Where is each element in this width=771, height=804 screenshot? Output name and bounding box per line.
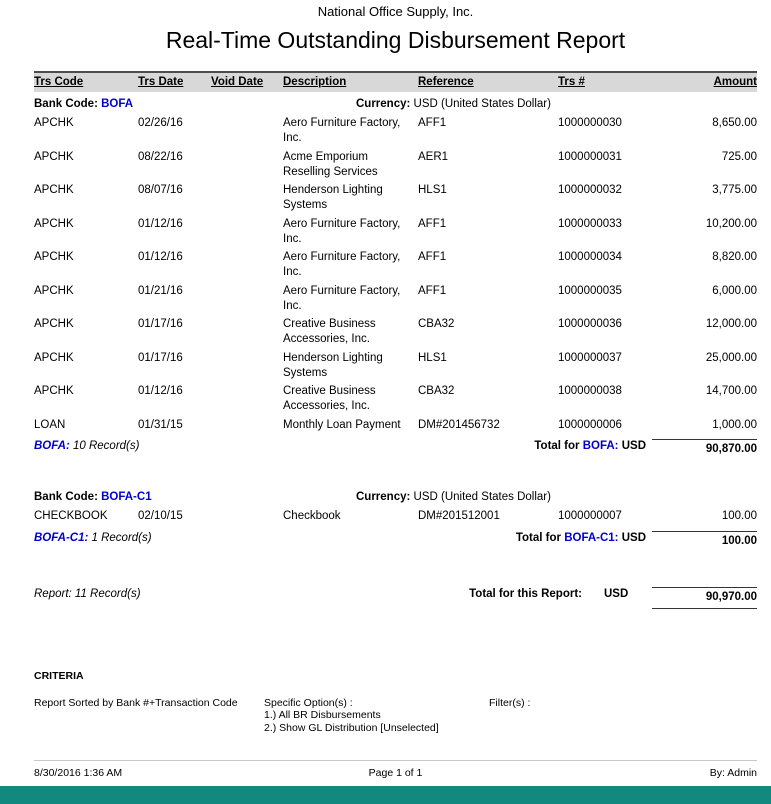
cell-reference: HLS1 (418, 184, 447, 196)
report-total-row (34, 587, 757, 609)
criteria-sorted-by: Report Sorted by Bank #+Transaction Code (34, 696, 238, 709)
cell-trs-date: 02/26/16 (138, 117, 183, 129)
bank-code-value[interactable]: BOFA-C1 (101, 491, 152, 503)
table-row (34, 217, 757, 247)
cell-trs-code: APCHK (34, 351, 74, 364)
total-code: BOFA: (582, 440, 619, 452)
criteria-option: 2.) Show GL Distribution [Unselected] (264, 721, 439, 734)
col-header-description: Description (283, 76, 347, 88)
total-code: BOFA-C1: (564, 531, 619, 544)
report-total-amount: 90,970.00 (652, 587, 757, 609)
cell-trs-code: APCHK (34, 385, 74, 397)
cell-description: Aero Furniture Factory, Inc. (283, 117, 401, 144)
cell-description: Henderson Lighting Systems (283, 184, 383, 211)
cell-trs-number: 1000000006 (558, 418, 622, 431)
footer-generated-timestamp: 8/30/2016 1:36 AM (34, 767, 123, 779)
total-currency: USD (621, 531, 646, 544)
cell-amount: 3,775.00 (712, 184, 757, 196)
cell-trs-code: LOAN (34, 418, 66, 431)
cell-amount: 10,200.00 (705, 217, 757, 230)
cell-description: Creative Business Accessories, Inc. (283, 385, 376, 412)
bank-code-label: Bank Code: (34, 98, 98, 110)
cell-trs-code: APCHK (34, 318, 74, 330)
table-row (34, 317, 757, 347)
table-row (34, 418, 757, 433)
cell-trs-number: 1000000007 (558, 510, 622, 522)
currency-label: Currency: (356, 98, 411, 110)
col-header-trs-number: Trs # (558, 76, 585, 88)
cell-trs-code: APCHK (34, 217, 74, 230)
report-footer (34, 760, 757, 781)
table-row (34, 150, 757, 180)
cell-trs-code: APCHK (34, 184, 74, 196)
cell-reference: HLS1 (418, 351, 447, 364)
cell-amount: 100.00 (721, 510, 757, 522)
criteria-option: 1.) All BR Disbursements (264, 709, 381, 721)
cell-amount: 8,650.00 (712, 117, 757, 129)
report-total-currency: USD (604, 587, 629, 600)
report-record-count: Report: 11 Record(s) (34, 587, 141, 600)
criteria-section (34, 697, 757, 735)
cell-amount: 6,000.00 (712, 284, 757, 297)
cell-trs-number: 1000000036 (558, 318, 622, 330)
group-record-text: 10 Record(s) (72, 440, 140, 452)
col-header-trs-date: Trs Date (138, 76, 184, 88)
cell-trs-date: 02/10/15 (138, 510, 183, 522)
criteria-filters-label: Filter(s) : (489, 696, 531, 709)
group-total-amount: 100.00 (652, 531, 757, 549)
table-row (34, 509, 757, 524)
group-record-code: BOFA: (34, 440, 70, 452)
cell-trs-date: 01/21/16 (138, 284, 183, 297)
group-record-count (34, 439, 334, 454)
cell-trs-number: 1000000035 (558, 284, 622, 297)
table-row (34, 351, 757, 381)
cell-trs-date: 08/07/16 (138, 184, 183, 196)
cell-trs-code: CHECKBOOK (34, 510, 108, 522)
cell-amount: 8,820.00 (712, 251, 757, 263)
cell-description: Aero Furniture Factory, Inc. (283, 251, 401, 278)
group-total-label (334, 531, 652, 546)
group-record-code: BOFA-C1: (34, 531, 89, 544)
bank-group-rows (34, 509, 757, 524)
cell-trs-date: 01/12/16 (138, 251, 183, 263)
cell-trs-number: 1000000030 (558, 117, 622, 129)
criteria-options (264, 697, 489, 735)
cell-description: Checkbook (283, 510, 341, 522)
cell-amount: 14,700.00 (705, 385, 757, 397)
cell-reference: DM#201512001 (418, 510, 500, 522)
table-column-headers (34, 71, 757, 92)
cell-amount: 1,000.00 (712, 418, 757, 431)
group-total-label (334, 439, 652, 454)
cell-description: Aero Furniture Factory, Inc. (283, 284, 401, 312)
report-total-label: Total for this Report: (469, 587, 582, 600)
group-total-row (34, 528, 757, 549)
cell-trs-number: 1000000031 (558, 150, 622, 163)
group-total-row (34, 436, 757, 457)
cell-description: Creative Business Accessories, Inc. (283, 318, 376, 345)
cell-trs-number: 1000000038 (558, 385, 622, 397)
cell-reference: AFF1 (418, 117, 447, 129)
cell-description: Aero Furniture Factory, Inc. (283, 217, 401, 245)
cell-reference: AFF1 (418, 284, 447, 297)
total-for-label: Total for (534, 440, 580, 452)
cell-trs-code: APCHK (34, 284, 74, 297)
col-header-void-date: Void Date (211, 76, 264, 88)
currency-value: USD (United States Dollar) (413, 491, 551, 503)
cell-trs-date: 01/17/16 (138, 351, 183, 364)
group-record-count (34, 531, 334, 546)
cell-trs-number: 1000000034 (558, 251, 622, 263)
bank-code-line (34, 490, 356, 505)
currency-value: USD (United States Dollar) (413, 98, 551, 110)
currency-line (356, 490, 551, 505)
col-header-amount: Amount (713, 76, 757, 88)
bank-group-header (34, 92, 757, 116)
cell-trs-number: 1000000033 (558, 217, 622, 230)
cell-trs-date: 01/31/15 (138, 418, 183, 431)
cell-trs-code: APCHK (34, 150, 74, 163)
cell-reference: CBA32 (418, 318, 455, 330)
cell-description: Henderson Lighting Systems (283, 351, 383, 379)
cell-trs-code: APCHK (34, 251, 74, 263)
currency-line (356, 97, 551, 112)
cell-reference: AER1 (418, 150, 449, 163)
company-name: National Office Supply, Inc. (317, 4, 474, 19)
cell-reference: AFF1 (418, 251, 447, 263)
cell-amount: 25,000.00 (705, 351, 757, 364)
footer-generated-by: By: Admin (709, 767, 757, 779)
criteria-heading: CRITERIA (34, 669, 84, 682)
cell-trs-date: 01/12/16 (138, 217, 183, 230)
bank-group-header (34, 485, 757, 509)
table-row (34, 284, 757, 314)
page-title: Real-Time Outstanding Disbursement Report (165, 27, 626, 53)
cell-description: Acme Emporium Reselling Services (283, 150, 378, 178)
bank-code-line (34, 97, 356, 112)
currency-label: Currency: (356, 491, 411, 503)
bank-group-rows (34, 116, 757, 433)
cell-trs-date: 01/17/16 (138, 318, 183, 330)
table-row (34, 384, 757, 414)
cell-trs-date: 01/12/16 (138, 385, 183, 397)
total-for-label: Total for (515, 531, 561, 544)
group-record-text: 1 Record(s) (91, 531, 152, 544)
bank-code-label: Bank Code: (34, 491, 98, 503)
cell-reference: DM#201456732 (418, 418, 500, 431)
bottom-status-bar (0, 786, 771, 804)
cell-trs-number: 1000000032 (558, 184, 622, 196)
table-row (34, 116, 757, 146)
cell-trs-number: 1000000037 (558, 351, 622, 364)
cell-description: Monthly Loan Payment (283, 418, 401, 431)
cell-reference: CBA32 (418, 385, 455, 397)
table-row (34, 250, 757, 280)
col-header-reference: Reference (418, 76, 474, 88)
criteria-options-label: Specific Option(s) : (264, 696, 353, 709)
table-row (34, 183, 757, 213)
bank-code-value[interactable]: BOFA (101, 98, 134, 110)
cell-amount: 12,000.00 (705, 318, 757, 330)
cell-reference: AFF1 (418, 217, 447, 230)
footer-page-number: Page 1 of 1 (368, 767, 423, 779)
col-header-trs-code: Trs Code (34, 76, 84, 88)
cell-amount: 725.00 (721, 150, 757, 163)
cell-trs-code: APCHK (34, 117, 74, 129)
total-currency: USD (621, 440, 646, 452)
cell-trs-date: 08/22/16 (138, 150, 183, 163)
group-total-amount: 90,870.00 (652, 439, 757, 457)
